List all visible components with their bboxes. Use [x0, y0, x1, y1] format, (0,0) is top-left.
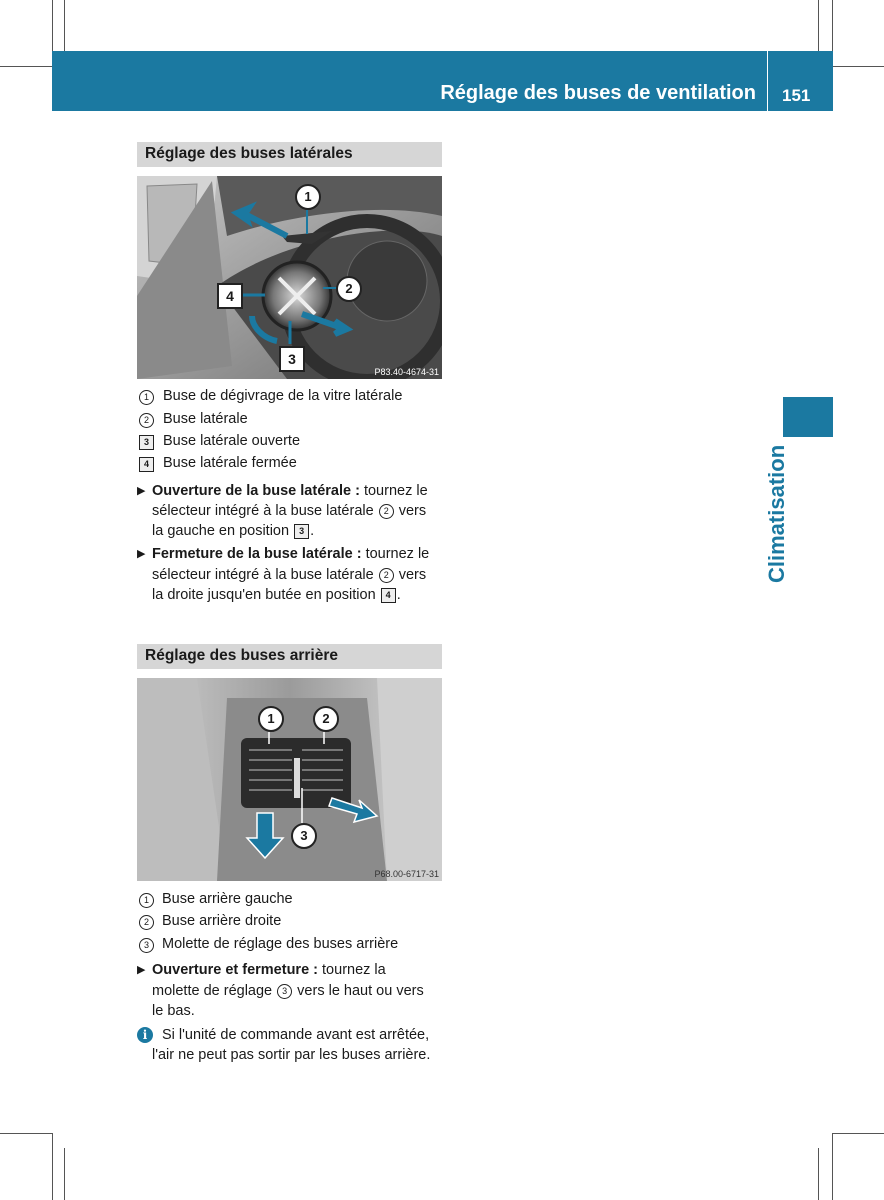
- step-text: sélecteur intégré à la buse latérale: [152, 503, 374, 519]
- inline-ref-2: 2: [379, 504, 394, 519]
- page-title: Réglage des buses de ventilation: [440, 82, 756, 104]
- step-arrow-icon: ▶: [137, 548, 146, 560]
- legend-marker-2: 2: [139, 915, 154, 930]
- legend-marker-3: 3: [139, 938, 154, 953]
- info-text: Si l'unité de commande avant est arrêtée,: [162, 1027, 430, 1043]
- legend-marker-4: 4: [139, 457, 154, 472]
- step-line: [152, 544, 429, 564]
- crop-mark: [52, 1133, 53, 1200]
- figure-code: P68.00-6717-31: [374, 869, 439, 879]
- figure-side-vents: [137, 176, 442, 379]
- legend-marker-1: 1: [139, 390, 154, 405]
- step-text: molette de réglage: [152, 983, 273, 999]
- step-text: vers: [398, 503, 427, 519]
- step-text: tournez le: [365, 546, 430, 562]
- step-line: [152, 565, 426, 585]
- figure-callout-2: 2: [336, 276, 362, 302]
- crop-mark: [833, 66, 884, 67]
- figure-callout-1: 1: [258, 706, 284, 732]
- crop-mark: [64, 0, 65, 51]
- figure-callout-3: 3: [291, 823, 317, 849]
- legend-marker-2: 2: [139, 413, 154, 428]
- step-text: tournez la: [322, 962, 386, 978]
- chapter-tab-label: Climatisation: [764, 444, 789, 583]
- step-title: Fermeture de la buse latérale :: [152, 546, 362, 562]
- crop-mark: [832, 0, 833, 51]
- inline-ref-4: 4: [381, 588, 396, 603]
- step-line: [152, 521, 314, 541]
- legend-marker-3: 3: [139, 435, 154, 450]
- crop-mark: [818, 0, 819, 51]
- step-text: tournez le: [363, 483, 428, 499]
- legend-text: Buse de dégivrage de la vitre latérale: [163, 388, 403, 404]
- step-line: [152, 585, 401, 605]
- step-line: [152, 481, 428, 501]
- crop-mark: [0, 66, 52, 67]
- rear-vent-illustration: [137, 678, 442, 881]
- crop-mark: [0, 1133, 52, 1134]
- page-number: 151: [782, 86, 811, 105]
- step-arrow-icon: ▶: [137, 964, 146, 976]
- step-line: [152, 501, 426, 521]
- legend-text: Buse latérale ouverte: [163, 433, 301, 449]
- step-text: .: [396, 587, 401, 603]
- legend-text: Buse latérale fermée: [163, 455, 297, 471]
- inline-ref-3: 3: [277, 984, 292, 999]
- figure-callout-3: 3: [279, 346, 305, 372]
- figure-rear-vents: [137, 678, 442, 881]
- figure-code: P83.40-4674-31: [374, 367, 439, 377]
- crop-mark: [832, 1133, 833, 1200]
- step-text: la droite jusqu'en butée en position: [152, 587, 376, 603]
- step-line: le bas.: [152, 1003, 195, 1019]
- section-heading-rear-vents: [137, 644, 442, 669]
- step-line: [152, 960, 386, 980]
- step-text: vers le haut ou vers: [297, 983, 424, 999]
- legend-text: Buse latérale: [163, 411, 248, 427]
- inline-ref-2: 2: [379, 568, 394, 583]
- figure-callout-1: 1: [295, 184, 321, 210]
- section-heading-side-vents: [137, 142, 442, 167]
- crop-mark: [52, 0, 53, 51]
- info-text: l'air ne peut pas sortir par les buses arrière.: [152, 1047, 431, 1063]
- crop-mark: [818, 1148, 819, 1200]
- step-text: sélecteur intégré à la buse latérale: [152, 567, 374, 583]
- chapter-tab-marker: [783, 397, 833, 437]
- section-heading-text: Réglage des buses arrière: [145, 647, 338, 664]
- inline-ref-3: 3: [294, 524, 309, 539]
- header-divider: [767, 51, 768, 111]
- step-text: la gauche en position: [152, 523, 290, 539]
- step-arrow-icon: ▶: [137, 485, 146, 497]
- info-icon: i: [137, 1027, 153, 1043]
- step-text: vers: [398, 567, 427, 583]
- crop-mark: [833, 1133, 884, 1134]
- step-text: .: [310, 523, 315, 539]
- legend-text: Buse arrière gauche: [162, 891, 293, 907]
- legend-text: Molette de réglage des buses arrière: [162, 936, 399, 952]
- crop-mark: [64, 1148, 65, 1200]
- section-heading-text: Réglage des buses latérales: [145, 145, 353, 162]
- step-line: [152, 981, 424, 1001]
- step-title: Ouverture de la buse latérale :: [152, 483, 360, 499]
- step-title: Ouverture et fermeture :: [152, 962, 318, 978]
- figure-callout-2: 2: [313, 706, 339, 732]
- figure-callout-4: 4: [217, 283, 243, 309]
- legend-text: Buse arrière droite: [162, 913, 282, 929]
- legend-marker-1: 1: [139, 893, 154, 908]
